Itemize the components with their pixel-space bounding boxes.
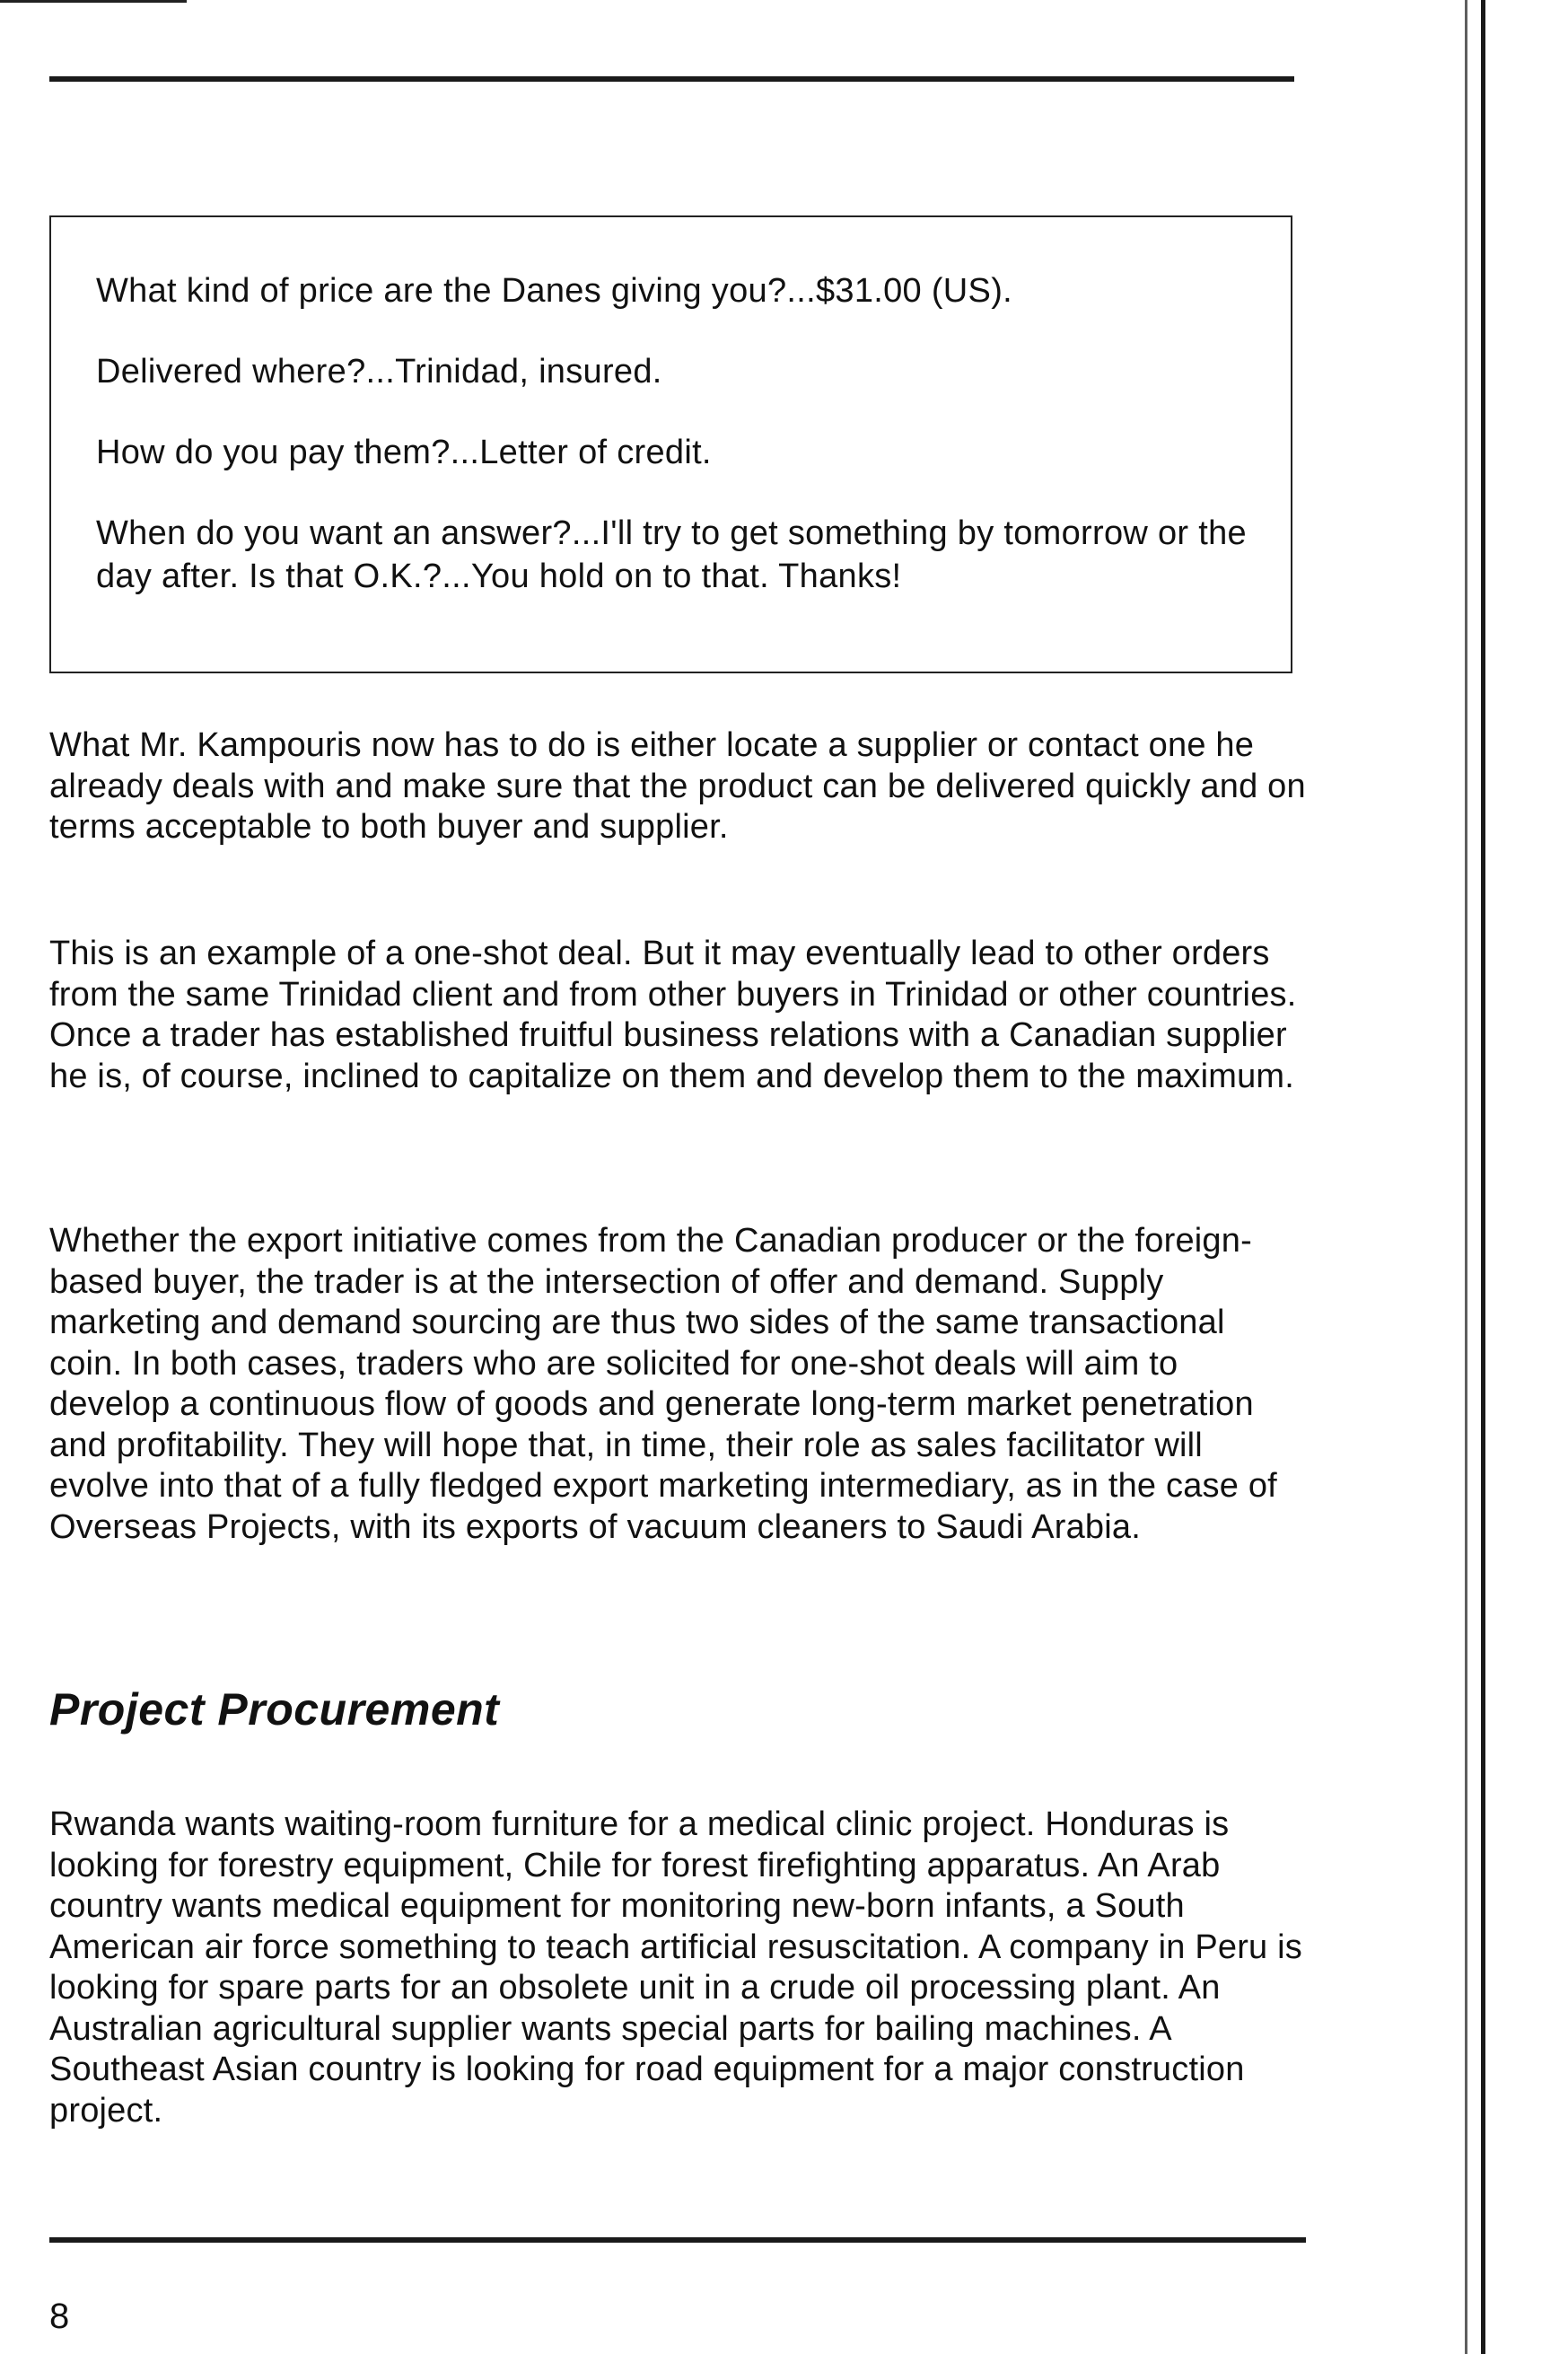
header-rule [49, 76, 1294, 82]
footer-rule [49, 2237, 1306, 2243]
section-heading: Project Procurement [49, 1684, 500, 1735]
dialogue-box [49, 215, 1292, 673]
body-paragraph: What Mr. Kampouris now has to do is either locate a supplier or contact one he already deals with and make sure that the product can be delivered quickly and on terms acceptable to both buyer and supplier. [49, 726, 1306, 846]
dialogue-line: How do you pay them?...Letter of credit. [96, 434, 712, 471]
page-number: 8 [49, 2297, 70, 2336]
body-paragraph: Whether the export initiative comes from the Canadian producer or the foreign-based buyer, the trader is at the intersection of offer and demand. Supply marketing and demand sourcing are thus two sides of the same transactional coin. In both cases, traders who are solicited for one-shot deals will aim to develop a continuous flow of goods and generate long-term market penetration and profitability. They will hope that, in time, their role as sales facilitator will evolve into that of a fully fledged export marketing intermediary, as in the case of Overseas Projects, with its exports of vacuum cleaners to Saudi Arabia. [49, 1222, 1277, 1546]
dialogue-line: When do you want an answer?...I'll try to get something by tomorrow or the day after. Is that O.K.?...You hold on to that. Thanks! [96, 514, 1247, 595]
page-edge-shadow [1481, 0, 1485, 2354]
body-paragraph: This is an example of a one-shot deal. But it may eventually lead to other orders from the same Trinidad client and from other buyers in Trinidad or other countries. Once a trader has established fruitful business relations with a Canadian supplier he is, of course, inclined to capitalize on them and develop them to the maximum. [49, 935, 1297, 1095]
section-paragraph: Rwanda wants waiting-room furniture for a medical clinic project. Honduras is looking for forestry equipment, Chile for forest firefighting apparatus. An Arab country wants medical equipment for monitoring new-born infants, a South American air force something to teach artificial resuscitation. A company in Peru is looking for spare parts for an obsolete unit in a crude oil processing plant. An Australian agricultural supplier wants special parts for bailing machines. A Southeast Asian country is looking for road equipment for a major construction project. [49, 1805, 1302, 2130]
page-edge-shadow-inner [1465, 0, 1467, 2354]
corner-mark [0, 0, 187, 3]
dialogue-line: Delivered where?...Trinidad, insured. [96, 353, 662, 391]
dialogue-line: What kind of price are the Danes giving you?...$31.00 (US). [96, 272, 1013, 310]
